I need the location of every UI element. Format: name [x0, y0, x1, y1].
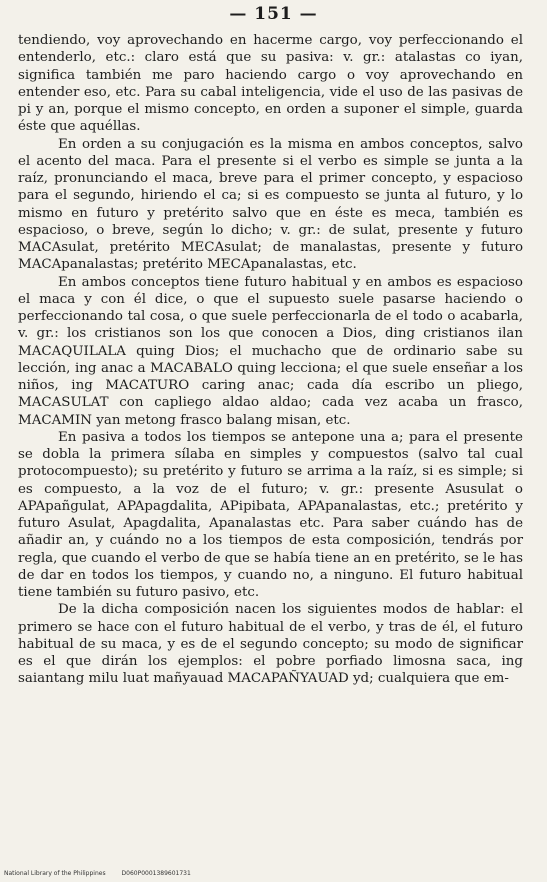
scan-identifier: D060P0001389601731 [121, 870, 191, 877]
body-text [18, 32, 523, 688]
paragraph: tendiendo, voy aprovechando en hacerme cargo, voy perfeccionando el entenderlo, etc.: claro está que su pasiva: v. gr.: atalastas co iyan, significa también me paro haciendo cargo o voy aprovechando en entender eso, etc. Para su cabal inteligencia, vide el uso de las pasivas de pi y an, porque el mismo concepto, en orden a suponer el simple, guarda éste que aquéllas. [18, 33, 523, 135]
paragraph: De la dicha composición nacen los siguientes modos de hablar: el primero se hace con el futuro habitual de el verbo, y tras de él, el futuro habitual de su maca, y es de el segundo concepto; su modo de significar es el que dirán los ejemplos: el pobre porfiado limosna saca, ing saiantang milu luat mañyauad MACAPAÑYAUAD yd; cualquiera que em- [18, 602, 523, 687]
paragraph: En pasiva a todos los tiempos se antepone una a; para el presente se dobla la primera sílaba en simples y compuestos (salvo tal cual protocompuesto); su pretérito y futuro se arrima a la raíz, si es simple; si es compuesto, a la voz de el futuro; v. gr.: presente Asusulat o APApañgulat, APApagdalita, APipibata, APApanalastas, etc.; pretérito y futuro Asulat, Apagdalita, Apanalastas etc. Para saber cuándo has de añadir an, y cuándo no a los tiempos de esta composición, tendrás por regla, que cuando el verbo de que se había tiene an en pretérito, se le has de dar en todos los tiempos, y cuando no, a ninguno. El futuro habitual tiene también su futuro pasivo, etc. [18, 429, 523, 600]
page-number: — 151 — [229, 4, 318, 24]
library-name: National Library of the Philippines [4, 870, 106, 877]
paragraph: En ambos conceptos tiene futuro habitual y en ambos es espacioso el maca y con él dice, o que el supuesto suele pasarse haciendo o perfeccionando tal cosa, o que suele perfeccionarla de el todo o acabarla, v. gr.: los cristianos son los que conocen a Dios, ding cristianos ilan MACAQUILALA quing Dios; el muchacho que de ordinario sabe su lección, ing anac a MACABALO quing lecciona; el que suele enseñar a los niños, ing MACATURO caring anac; cada día escribo un pliego, MACASULAT con capliego aldao aldao; cada vez acaba un frasco, MACAMIN yan metong frasco balang misan, etc. [18, 274, 523, 428]
paragraph: En orden a su conjugación es la misma en ambos conceptos, salvo el acento del maca. Para el presente si el verbo es simple se junta a la raíz, pronunciando el maca, breve para el primer concepto, y espacioso para el segundo, hiriendo el ca; si es compuesto se junta al futuro, y lo mismo en futuro y pretérito salvo que en éste es meca, también es espacioso, o breve, según lo dicho; v. gr.: de sulat, presente y futuro MACAsulat, pretérito MECAsulat; de manalastas, presente y futuro MACApanalastas; pretérito MECApanalastas, etc. [18, 136, 523, 273]
scan-footer [4, 870, 544, 877]
